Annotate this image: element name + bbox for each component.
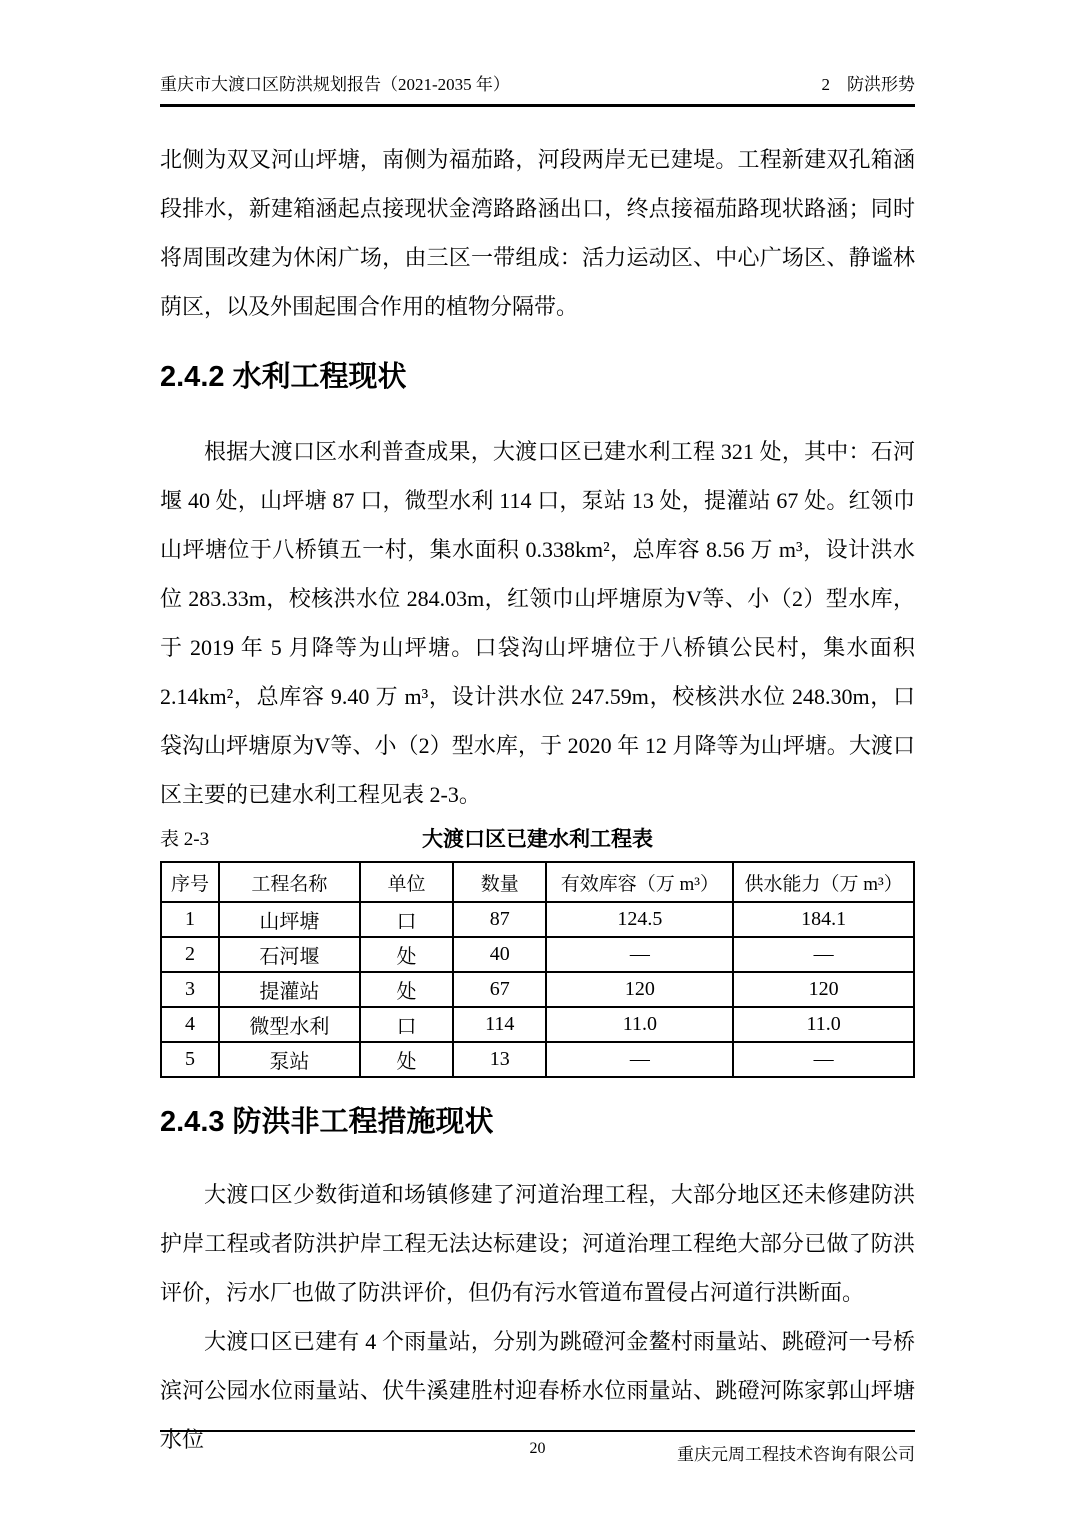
column-header: 数量 xyxy=(453,862,546,902)
table-header-row xyxy=(161,862,914,902)
table-cell: 处 xyxy=(360,937,453,972)
column-header: 供水能力（万 m³） xyxy=(733,862,914,902)
table-row xyxy=(161,1042,914,1077)
footer-company: 重庆元周工程技术咨询有限公司 xyxy=(677,1445,915,1464)
table-cell: 1 xyxy=(161,902,219,937)
intro-paragraph: 北侧为双叉河山坪塘，南侧为福茄路，河段两岸无已建堤。工程新建双孔箱涵段排水，新建箱涵起点接现状金湾路路涵出口，终点接福茄路现状路涵；同时将周围改建为休闲广场，由三区一带组成：活力运动区、中心广场区、静谧林荫区，以及外围起围合作用的植物分隔带。 xyxy=(160,147,915,319)
table-cell: 4 xyxy=(161,1007,219,1042)
table-title: 大渡口区已建水利工程表 xyxy=(422,828,653,851)
table-cell: 2 xyxy=(161,937,219,972)
column-header: 单位 xyxy=(360,862,453,902)
table-cell: 5 xyxy=(161,1042,219,1077)
page-number: 20 xyxy=(529,1440,546,1457)
table-cell: 3 xyxy=(161,972,219,1007)
table-cell: — xyxy=(546,1042,733,1077)
table-cell: — xyxy=(546,937,733,972)
table-cell: 口 xyxy=(360,1007,453,1042)
table-cell: 泵站 xyxy=(219,1042,360,1077)
water-projects-table xyxy=(160,861,915,1078)
section-243-paragraph-1: 大渡口区少数街道和场镇修建了河道治理工程，大部分地区还未修建防洪护岸工程或者防洪护岸工程无法达标建设；河道治理工程绝大部分已做了防洪评价，污水厂也做了防洪评价，但仍有污水管道布置侵占河道行洪断面。 xyxy=(160,1182,915,1305)
table-cell: 124.5 xyxy=(546,902,733,937)
table-cell: 120 xyxy=(546,972,733,1007)
column-header: 有效库容（万 m³） xyxy=(546,862,733,902)
table-cell: 提灌站 xyxy=(219,972,360,1007)
table-cell: 40 xyxy=(453,937,546,972)
table-cell: 13 xyxy=(453,1042,546,1077)
table-cell: 石河堰 xyxy=(219,937,360,972)
table-cell: 山坪塘 xyxy=(219,902,360,937)
table-cell: 11.0 xyxy=(546,1007,733,1042)
table-row xyxy=(161,902,914,937)
table-cell: — xyxy=(733,1042,914,1077)
column-header: 工程名称 xyxy=(219,862,360,902)
table-cell: — xyxy=(733,937,914,972)
table-row xyxy=(161,937,914,972)
section-heading-242: 2.4.2 水利工程现状 xyxy=(160,361,407,393)
section-242-paragraph: 根据大渡口区水利普查成果，大渡口区已建水利工程 321 处，其中：石河堰 40 处，山坪塘 87 口，微型水利 114 口，泵站 13 处，提灌站 67 处。红领巾山坪塘位于八桥镇五一村，集水面积 0.338km²，总库容 8.56 万 m³，设计洪水位 283.33m，校核洪水位 284.03m，红领巾山坪塘原为V等、小（2）型水库，于 2019 年 5 月降等为山坪塘。口袋沟山坪塘位于八桥镇公民村，集水面积 2.14km²，总库容 9.40 万 m³，设计洪水位 247.59m，校核洪水位 248.30m，口袋沟山坪塘原为V等、小（2）型水库，于 2020 年 12 月降等为山坪塘。大渡口区主要的已建水利工程见表 2-3。 xyxy=(160,439,915,807)
header-doc-title: 重庆市大渡口区防洪规划报告（2021-2035 年） xyxy=(160,75,510,94)
table-row xyxy=(161,1007,914,1042)
section-243-paragraph-2: 大渡口区已建有 4 个雨量站，分别为跳磴河金鳌村雨量站、跳磴河一号桥滨河公园水位雨量站、伏牛溪建胜村迎春桥水位雨量站、跳磴河陈家郭山坪塘水位 xyxy=(160,1329,915,1452)
page-header xyxy=(160,70,915,107)
table-caption-label: 表 2-3 xyxy=(160,829,210,850)
table-cell: 11.0 xyxy=(733,1007,914,1042)
table-cell: 微型水利 xyxy=(219,1007,360,1042)
table-cell: 处 xyxy=(360,1042,453,1077)
table-cell: 87 xyxy=(453,902,546,937)
table-cell: 184.1 xyxy=(733,902,914,937)
table-cell: 114 xyxy=(453,1007,546,1042)
column-header: 序号 xyxy=(161,862,219,902)
table-row xyxy=(161,972,914,1007)
table-cell: 处 xyxy=(360,972,453,1007)
section-heading-243: 2.4.3 防洪非工程措施现状 xyxy=(160,1106,494,1138)
table-cell: 120 xyxy=(733,972,914,1007)
header-chapter-title: 2 防洪形势 xyxy=(821,75,915,94)
table-caption xyxy=(160,825,915,855)
table-cell: 口 xyxy=(360,902,453,937)
page-footer xyxy=(160,1430,915,1470)
table-cell: 67 xyxy=(453,972,546,1007)
